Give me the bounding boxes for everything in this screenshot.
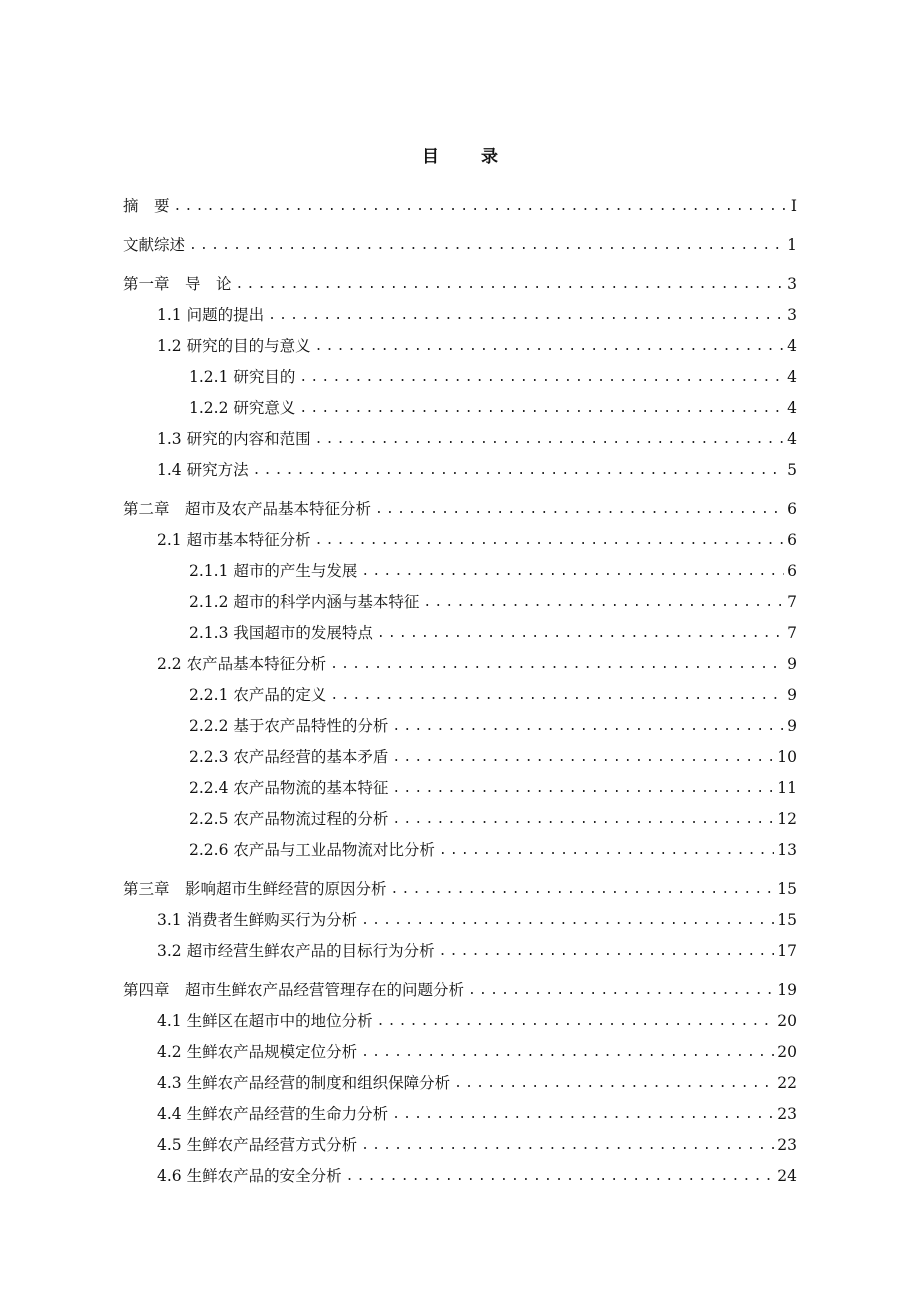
toc-entry-chapter-1[interactable] (123, 272, 797, 294)
dot-leader (391, 881, 775, 899)
dot-leader (253, 462, 785, 480)
toc-entry-page: 11 (777, 779, 797, 797)
dot-leader (174, 198, 788, 216)
dot-leader (392, 811, 774, 829)
toc-entry-page: 5 (787, 461, 797, 479)
toc-entry-label: 第二章 超市及农产品基本特征分析 (123, 500, 372, 518)
toc-entry-2-2-2[interactable] (123, 714, 797, 736)
toc-entry-4-6[interactable] (123, 1164, 797, 1186)
toc-entry-page: 20 (777, 1012, 797, 1030)
toc-title: 目 录 (422, 147, 516, 167)
toc-entry-page: 4 (787, 368, 797, 386)
toc-entry-label: 1.4 研究方法 (157, 461, 249, 479)
dot-leader (268, 307, 784, 325)
toc-entry-3-1[interactable] (123, 908, 797, 930)
toc-entry-1-2[interactable] (123, 334, 797, 356)
toc-entry-page: 6 (787, 500, 797, 518)
dot-leader (392, 1106, 774, 1124)
toc-entry-2-2[interactable] (123, 652, 797, 674)
dot-leader (377, 1013, 775, 1031)
toc-entry-page: 9 (787, 686, 797, 704)
toc-entry-page: 12 (777, 810, 797, 828)
toc-entry-label: 4.3 生鲜农产品经营的制度和组织保障分析 (157, 1074, 451, 1092)
toc-entry-1-1[interactable] (123, 303, 797, 325)
toc-entry-label: 2.2.6 农产品与工业品物流对比分析 (189, 841, 435, 859)
toc-entry-chapter-4[interactable] (123, 978, 797, 1000)
toc-entry-label: 1.2 研究的目的与意义 (157, 337, 311, 355)
dot-leader (315, 338, 785, 356)
toc-entry-4-4[interactable] (123, 1102, 797, 1124)
toc-entry-page: 13 (777, 841, 797, 859)
toc-entry-page: 20 (777, 1043, 797, 1061)
toc-entry-page: 3 (787, 306, 797, 324)
toc-entry-literature-review[interactable] (123, 233, 797, 255)
toc-entry-page: 7 (787, 593, 797, 611)
toc-entry-2-2-6[interactable] (123, 838, 797, 860)
toc-entry-label: 4.4 生鲜农产品经营的生命力分析 (157, 1105, 389, 1123)
toc-entry-label: 1.3 研究的内容和范围 (157, 430, 311, 448)
toc-entry-page: 23 (777, 1105, 797, 1123)
toc-entry-page: 4 (787, 399, 797, 417)
toc-entry-1-2-1[interactable] (123, 365, 797, 387)
dot-leader (439, 943, 775, 961)
toc-entry-page: 9 (787, 717, 797, 735)
toc-entry-2-1-3[interactable] (123, 621, 797, 643)
dot-leader (439, 842, 774, 860)
toc-entry-2-2-1[interactable] (123, 683, 797, 705)
toc-entry-page: 22 (777, 1074, 797, 1092)
toc-entry-4-3[interactable] (123, 1071, 797, 1093)
toc-entry-label: 摘 要 (123, 197, 170, 215)
toc-entry-page: I (790, 197, 797, 215)
dot-leader (361, 1137, 774, 1155)
toc-entry-4-5[interactable] (123, 1133, 797, 1155)
toc-entry-page: 15 (777, 911, 797, 929)
toc-entry-label: 文献综述 (123, 236, 186, 254)
dot-leader (361, 563, 784, 581)
toc-entry-1-3[interactable] (123, 427, 797, 449)
toc-entry-page: 4 (787, 337, 797, 355)
toc-entry-page: 24 (777, 1167, 797, 1185)
toc-entry-label: 4.2 生鲜农产品规模定位分析 (157, 1043, 358, 1061)
toc-entry-page: 23 (777, 1136, 797, 1154)
dot-leader (315, 532, 785, 550)
toc-entry-page: 9 (787, 655, 797, 673)
toc-entry-page: 1 (787, 236, 797, 254)
dot-leader (454, 1075, 774, 1093)
toc-entry-2-2-4[interactable] (123, 776, 797, 798)
toc-entry-2-1-2[interactable] (123, 590, 797, 612)
dot-leader (330, 687, 784, 705)
toc-entry-1-4[interactable] (123, 458, 797, 480)
dot-leader (361, 1044, 774, 1062)
toc-entry-label: 2.1.2 超市的科学内涵与基本特征 (189, 593, 420, 611)
dot-leader (189, 237, 784, 255)
dot-leader (377, 625, 784, 643)
toc-entry-label: 3.2 超市经营生鲜农产品的目标行为分析 (157, 942, 435, 960)
toc-entry-label: 3.1 消费者生鲜购买行为分析 (157, 911, 358, 929)
toc-entry-2-1[interactable] (123, 528, 797, 550)
toc-entry-page: 6 (787, 562, 797, 580)
toc-entry-2-2-3[interactable] (123, 745, 797, 767)
dot-leader (315, 431, 785, 449)
toc-entry-abstract[interactable] (123, 194, 797, 216)
dot-leader (361, 912, 774, 930)
toc-entry-chapter-2[interactable] (123, 497, 797, 519)
dot-leader (299, 369, 784, 387)
toc-entry-label: 1.2.1 研究目的 (189, 368, 296, 386)
toc-entry-1-2-2[interactable] (123, 396, 797, 418)
toc-entry-chapter-3[interactable] (123, 877, 797, 899)
toc-entry-label: 2.2.4 农产品物流的基本特征 (189, 779, 389, 797)
toc-entry-page: 4 (787, 430, 797, 448)
toc-entry-label: 第一章 导 论 (123, 275, 232, 293)
toc-entry-label: 2.2.2 基于农产品特性的分析 (189, 717, 389, 735)
toc-entry-label: 第三章 影响超市生鲜经营的原因分析 (123, 880, 387, 898)
toc-entry-page: 3 (787, 275, 797, 293)
toc-entry-label: 2.1 超市基本特征分析 (157, 531, 311, 549)
toc-entry-4-1[interactable] (123, 1009, 797, 1031)
toc-entry-label: 2.1.3 我国超市的发展特点 (189, 624, 373, 642)
dot-leader (346, 1168, 775, 1186)
toc-entry-label: 1.1 问题的提出 (157, 306, 265, 324)
dot-leader (375, 501, 784, 519)
toc-entry-label: 4.1 生鲜区在超市中的地位分析 (157, 1012, 373, 1030)
dot-leader (330, 656, 784, 674)
toc-entry-label: 2.2.3 农产品经营的基本矛盾 (189, 748, 389, 766)
dot-leader (299, 400, 784, 418)
toc-entry-label: 2.2 农产品基本特征分析 (157, 655, 327, 673)
toc-entry-label: 4.6 生鲜农产品的安全分析 (157, 1167, 342, 1185)
toc-entry-page: 17 (777, 942, 797, 960)
toc-entry-label: 第四章 超市生鲜农产品经营管理存在的问题分析 (123, 981, 465, 999)
toc-entry-page: 6 (787, 531, 797, 549)
toc-entry-4-2[interactable] (123, 1040, 797, 1062)
toc-entry-page: 15 (777, 880, 797, 898)
dot-leader (392, 780, 774, 798)
dot-leader (236, 276, 785, 294)
dot-leader (423, 594, 784, 612)
toc-entry-label: 2.2.1 农产品的定义 (189, 686, 327, 704)
toc-entry-2-2-5[interactable] (123, 807, 797, 829)
dot-leader (392, 749, 774, 767)
toc-entry-page: 10 (777, 748, 797, 766)
toc-entry-3-2[interactable] (123, 939, 797, 961)
toc-entry-2-1-1[interactable] (123, 559, 797, 581)
dot-leader (468, 982, 774, 1000)
toc-entry-label: 2.1.1 超市的产生与发展 (189, 562, 358, 580)
toc-entry-page: 19 (777, 981, 797, 999)
toc-entry-page: 7 (787, 624, 797, 642)
dot-leader (392, 718, 784, 736)
toc-entry-label: 1.2.2 研究意义 (189, 399, 296, 417)
toc-entry-label: 4.5 生鲜农产品经营方式分析 (157, 1136, 358, 1154)
toc-entry-label: 2.2.5 农产品物流过程的分析 (189, 810, 389, 828)
